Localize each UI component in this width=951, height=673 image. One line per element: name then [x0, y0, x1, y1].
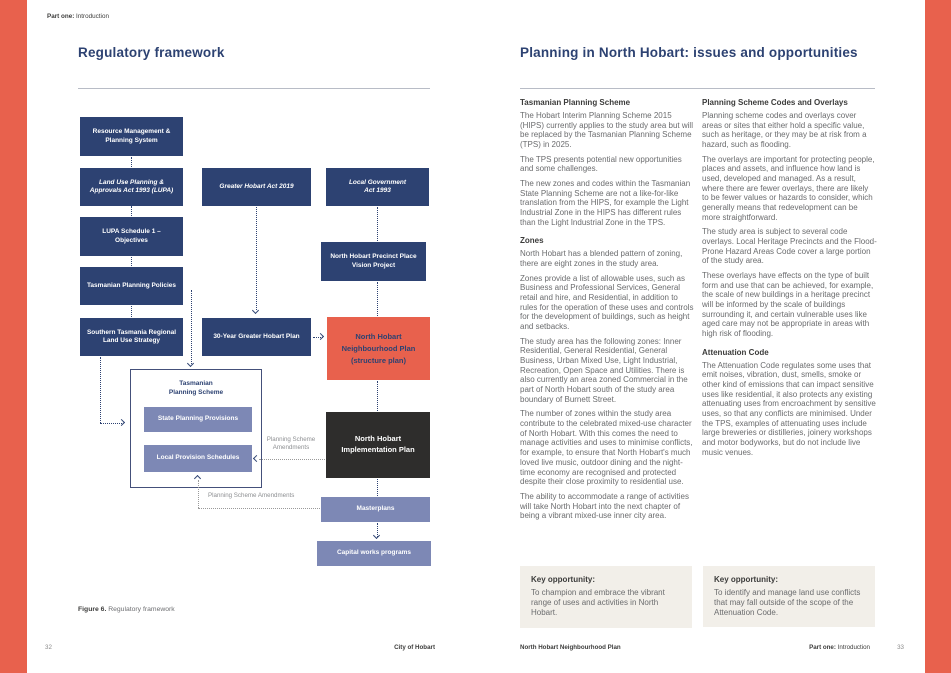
connector-line — [131, 306, 132, 317]
diagram-node-lupa-act: Land Use Planning & Approvals Act 1993 (LUPA) — [80, 168, 183, 206]
diagram-node-implementation-plan: North Hobart Implementation Plan — [326, 412, 430, 478]
footer-plan-title: North Hobart Neighbourhood Plan — [520, 644, 621, 651]
page-title-left: Regulatory framework — [78, 45, 225, 60]
page-number-left: 32 — [45, 644, 52, 651]
text-column-2 — [702, 98, 877, 467]
body-paragraph: The Hobart Interim Planning Scheme 2015 (HIPS) currently applies to the study area but will be replaced by the Tasmanian Planning Scheme (TPS) in 2025. — [520, 111, 693, 150]
edge-label-planning-scheme-amendments: Planning Scheme Amendments — [208, 492, 295, 499]
page-title-right: Planning in North Hobart: issues and opportunities — [520, 45, 858, 60]
diagram-node-state-planning-provisions: State Planning Provisions — [144, 407, 252, 432]
key-opportunity-body: To champion and embrace the vibrant range of uses and activities in North Hobart. — [531, 588, 665, 617]
diagram-node-30-year-plan: 30-Year Greater Hobart Plan — [202, 318, 311, 356]
breadcrumb — [47, 13, 109, 20]
arrow-down-icon — [187, 360, 194, 367]
connector-line — [191, 290, 192, 364]
diagram-node-neighbourhood-plan: North Hobart Neighbourhood Plan (structure plan) — [327, 317, 430, 380]
diagram-node-local-provision-schedules: Local Provision Schedules — [144, 445, 252, 472]
diagram-node-tas-planning-policies: Tasmanian Planning Policies — [80, 267, 183, 305]
body-paragraph: The study area has the following zones: Inner Residential, General Residential, General Business, Urban Mixed Use, Light Industrial, Recreation, Open Space and Utilities. There is also currently an area zoned Commercial in the part of North Hobart south of the study area boundary of Burnett Street. — [520, 336, 688, 404]
key-opportunity-heading: Key opportunity: — [531, 575, 595, 584]
diagram-node-capital-works: Capital works programs — [317, 541, 431, 566]
arrow-right-icon — [118, 419, 125, 426]
connector-line — [377, 207, 378, 241]
key-opportunity-heading: Key opportunity: — [714, 575, 778, 584]
diagram-group-title: Tasmanian Planning Scheme — [168, 380, 224, 396]
right-accent-strip — [925, 0, 951, 673]
section-codes-and-overlays — [702, 98, 877, 339]
key-opportunity-box-1 — [520, 566, 692, 628]
left-accent-strip — [0, 0, 27, 673]
key-opportunity-box-2 — [703, 566, 875, 627]
arrow-right-icon — [317, 333, 324, 340]
connector-line — [100, 357, 101, 423]
figure-caption: Figure 6. Regulatory framework — [78, 606, 175, 613]
breadcrumb-part: Part one: — [47, 13, 75, 20]
diagram-node-lupa-schedule: LUPA Schedule 1 – Objectives — [80, 217, 183, 256]
section-heading: Tasmanian Planning Scheme — [520, 98, 631, 107]
connector-line — [131, 257, 132, 266]
diagram-node-resource-management: Resource Management & Planning System — [80, 117, 183, 156]
connector-line-amendments — [198, 480, 199, 508]
connector-line-amendments — [198, 508, 320, 509]
diagram-node-greater-hobart-act: Greater Hobart Act 2019 — [202, 168, 311, 206]
connector-line — [377, 381, 378, 411]
section-heading: Zones — [520, 236, 544, 246]
section-attenuation-code — [702, 348, 877, 458]
body-paragraph: The Attenuation Code regulates some uses that emit noises, vibration, dust, smells, smoke or other kind of emissions that can impact sensitive uses like residential, it also protects any existing attenuating uses from encroachment by sensitive uses, so that any conflicts are minimised. Under the TPS, examples of attenuating uses include large breweries or distilleries, joinery workshops and motor bodyworks, but do not include live music venues. — [702, 360, 876, 457]
body-paragraph: These overlays have effects on the type of built form and use that can be achieved, for example, the scale of new buildings in a heritage precinct will be informed by the scale of buildings surrounding it, and certain vulnerable uses like aged care may not be appropriate in areas with high risk of flooding. — [702, 271, 874, 339]
body-paragraph: The new zones and codes within the Tasmanian State Planning Scheme are not a like-for-like translation from the HIPS, for example the Light Industrial Zone in the HIPS has different rules than the Light Industrial Zone in the TPS. — [520, 179, 691, 227]
section-heading: Attenuation Code — [702, 347, 769, 357]
footer-part-section: Part one: Introduction — [809, 644, 870, 651]
edge-label-planning-scheme-amendments: Planning Scheme Amendments — [266, 436, 316, 452]
diagram-node-local-government-act: Local Government Act 1993 — [326, 168, 429, 206]
connector-line — [131, 157, 132, 167]
body-paragraph: North Hobart has a blended pattern of zoning, there are eight zones in the study area. — [520, 249, 683, 269]
body-paragraph: The study area is subject to several code overlays. Local Heritage Precincts and the Flood-Prone Hazard Areas Code cover a large portion of the study area. — [702, 227, 877, 266]
body-paragraph: The ability to accommodate a range of activities will take North Hobart into the next chapter of being a vibrant mixed-use inner city area. — [520, 491, 689, 521]
body-paragraph: Zones provide a list of allowable uses, such as Business and Professional Services, General retail and hire, and Residential, in addition to rules for the operation of these uses and controls for the development of buildings, such as height and setbacks. — [520, 273, 694, 332]
title-rule-right — [520, 88, 875, 89]
connector-line — [256, 207, 257, 310]
diagram-node-southern-tasmania-strategy: Southern Tasmania Regional Land Use Strategy — [80, 318, 183, 356]
arrow-down-icon — [252, 307, 259, 314]
connector-line — [131, 206, 132, 216]
title-rule-left — [78, 88, 430, 89]
section-zones — [520, 236, 695, 520]
text-column-1 — [520, 98, 695, 530]
connector-line — [377, 282, 378, 316]
body-paragraph: The overlays are important for protecting people, places and assets, and influence how land is used, developed and managed. As a result, where there are fewer overlays, there are likely to be fewer values or hazards to consider, which generally means that redevelopment can be more straightforward. — [702, 154, 875, 222]
key-opportunity-body: To identify and manage land use conflicts that may fall outside of the scope of the Attenuation Code. — [714, 588, 861, 617]
footer-city-of-hobart: City of Hobart — [394, 644, 435, 651]
diagram-node-precinct-place-vision: North Hobart Precinct Place Vision Project — [321, 242, 426, 281]
body-paragraph: The number of zones within the study area contribute to the celebrated mixed-use character of North Hobart. With this comes the need to manage activities and uses to minimise conflicts, for example, to ensure that North Hobart's much loved live music, outdoor dining and the night-time economy are recognised and protected despite their close proximity to residential use. — [520, 409, 693, 487]
connector-line-amendments — [259, 459, 325, 460]
body-paragraph: The TPS presents potential new opportunities and some challenges. — [520, 154, 682, 174]
diagram-node-masterplans: Masterplans — [321, 497, 430, 522]
body-paragraph: Planning scheme codes and overlays cover areas or sites that either hold a specific value, such as heritage, or they may be at risk from a hazard, such as flooding. — [702, 111, 867, 150]
page-number-right: 33 — [897, 644, 904, 651]
connector-line — [377, 479, 378, 496]
arrow-down-icon — [373, 532, 380, 539]
figure-label: Figure 6. — [78, 606, 107, 613]
section-heading: Planning Scheme Codes and Overlays — [702, 98, 848, 107]
breadcrumb-section: Introduction — [74, 13, 109, 20]
section-tasmanian-planning-scheme — [520, 98, 695, 227]
